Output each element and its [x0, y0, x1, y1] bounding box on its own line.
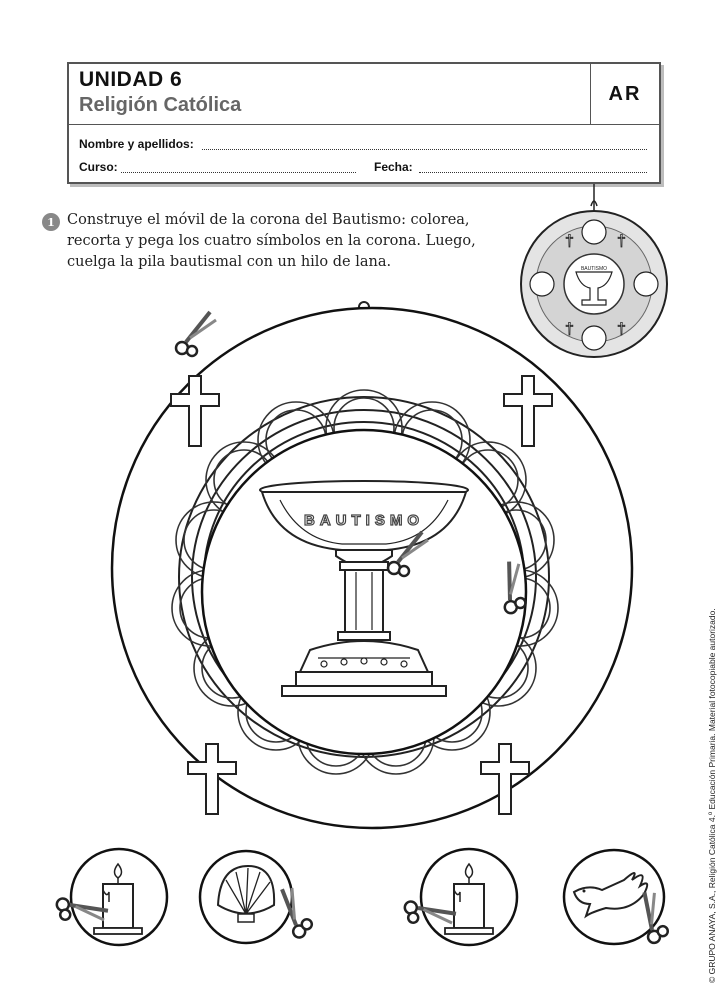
- unit-title: UNIDAD 6: [79, 68, 183, 91]
- cutout-symbol-shell: [200, 851, 323, 943]
- copyright-notice: © GRUPO ANAYA, S.A., Religión Católica 4.º Educación Primaria. Material fotocopiable autorizado.: [707, 608, 717, 983]
- scissors-icon: [176, 312, 216, 356]
- cutout-symbol-candle-1: [53, 849, 167, 945]
- date-label: Fecha:: [374, 160, 413, 174]
- name-label: Nombre y apellidos:: [79, 137, 194, 151]
- svg-text:†: †: [617, 321, 626, 338]
- exercise-number: 1: [42, 213, 60, 231]
- preview-mobile: [521, 184, 667, 357]
- cutout-symbol-dove: [564, 850, 682, 947]
- exercise-instructions: Construye el móvil de la corona del Bautismo: colorea, recorta y pega los cuatro símbolos en la corona. Luego, cuelga la pila bautismal con un hilo de lana.: [67, 212, 476, 270]
- font-label: BAUTISMO: [304, 512, 424, 529]
- subject-title: Religión Católica: [79, 94, 242, 116]
- svg-text:†: †: [565, 321, 574, 338]
- svg-text:†: †: [617, 233, 626, 250]
- course-label: Curso:: [79, 160, 118, 174]
- subject-code: AR: [590, 64, 659, 124]
- preview-font-label: BAUTISMO: [580, 266, 608, 272]
- svg-text:†: †: [565, 233, 574, 250]
- cutout-symbol-candle-2: [401, 849, 517, 945]
